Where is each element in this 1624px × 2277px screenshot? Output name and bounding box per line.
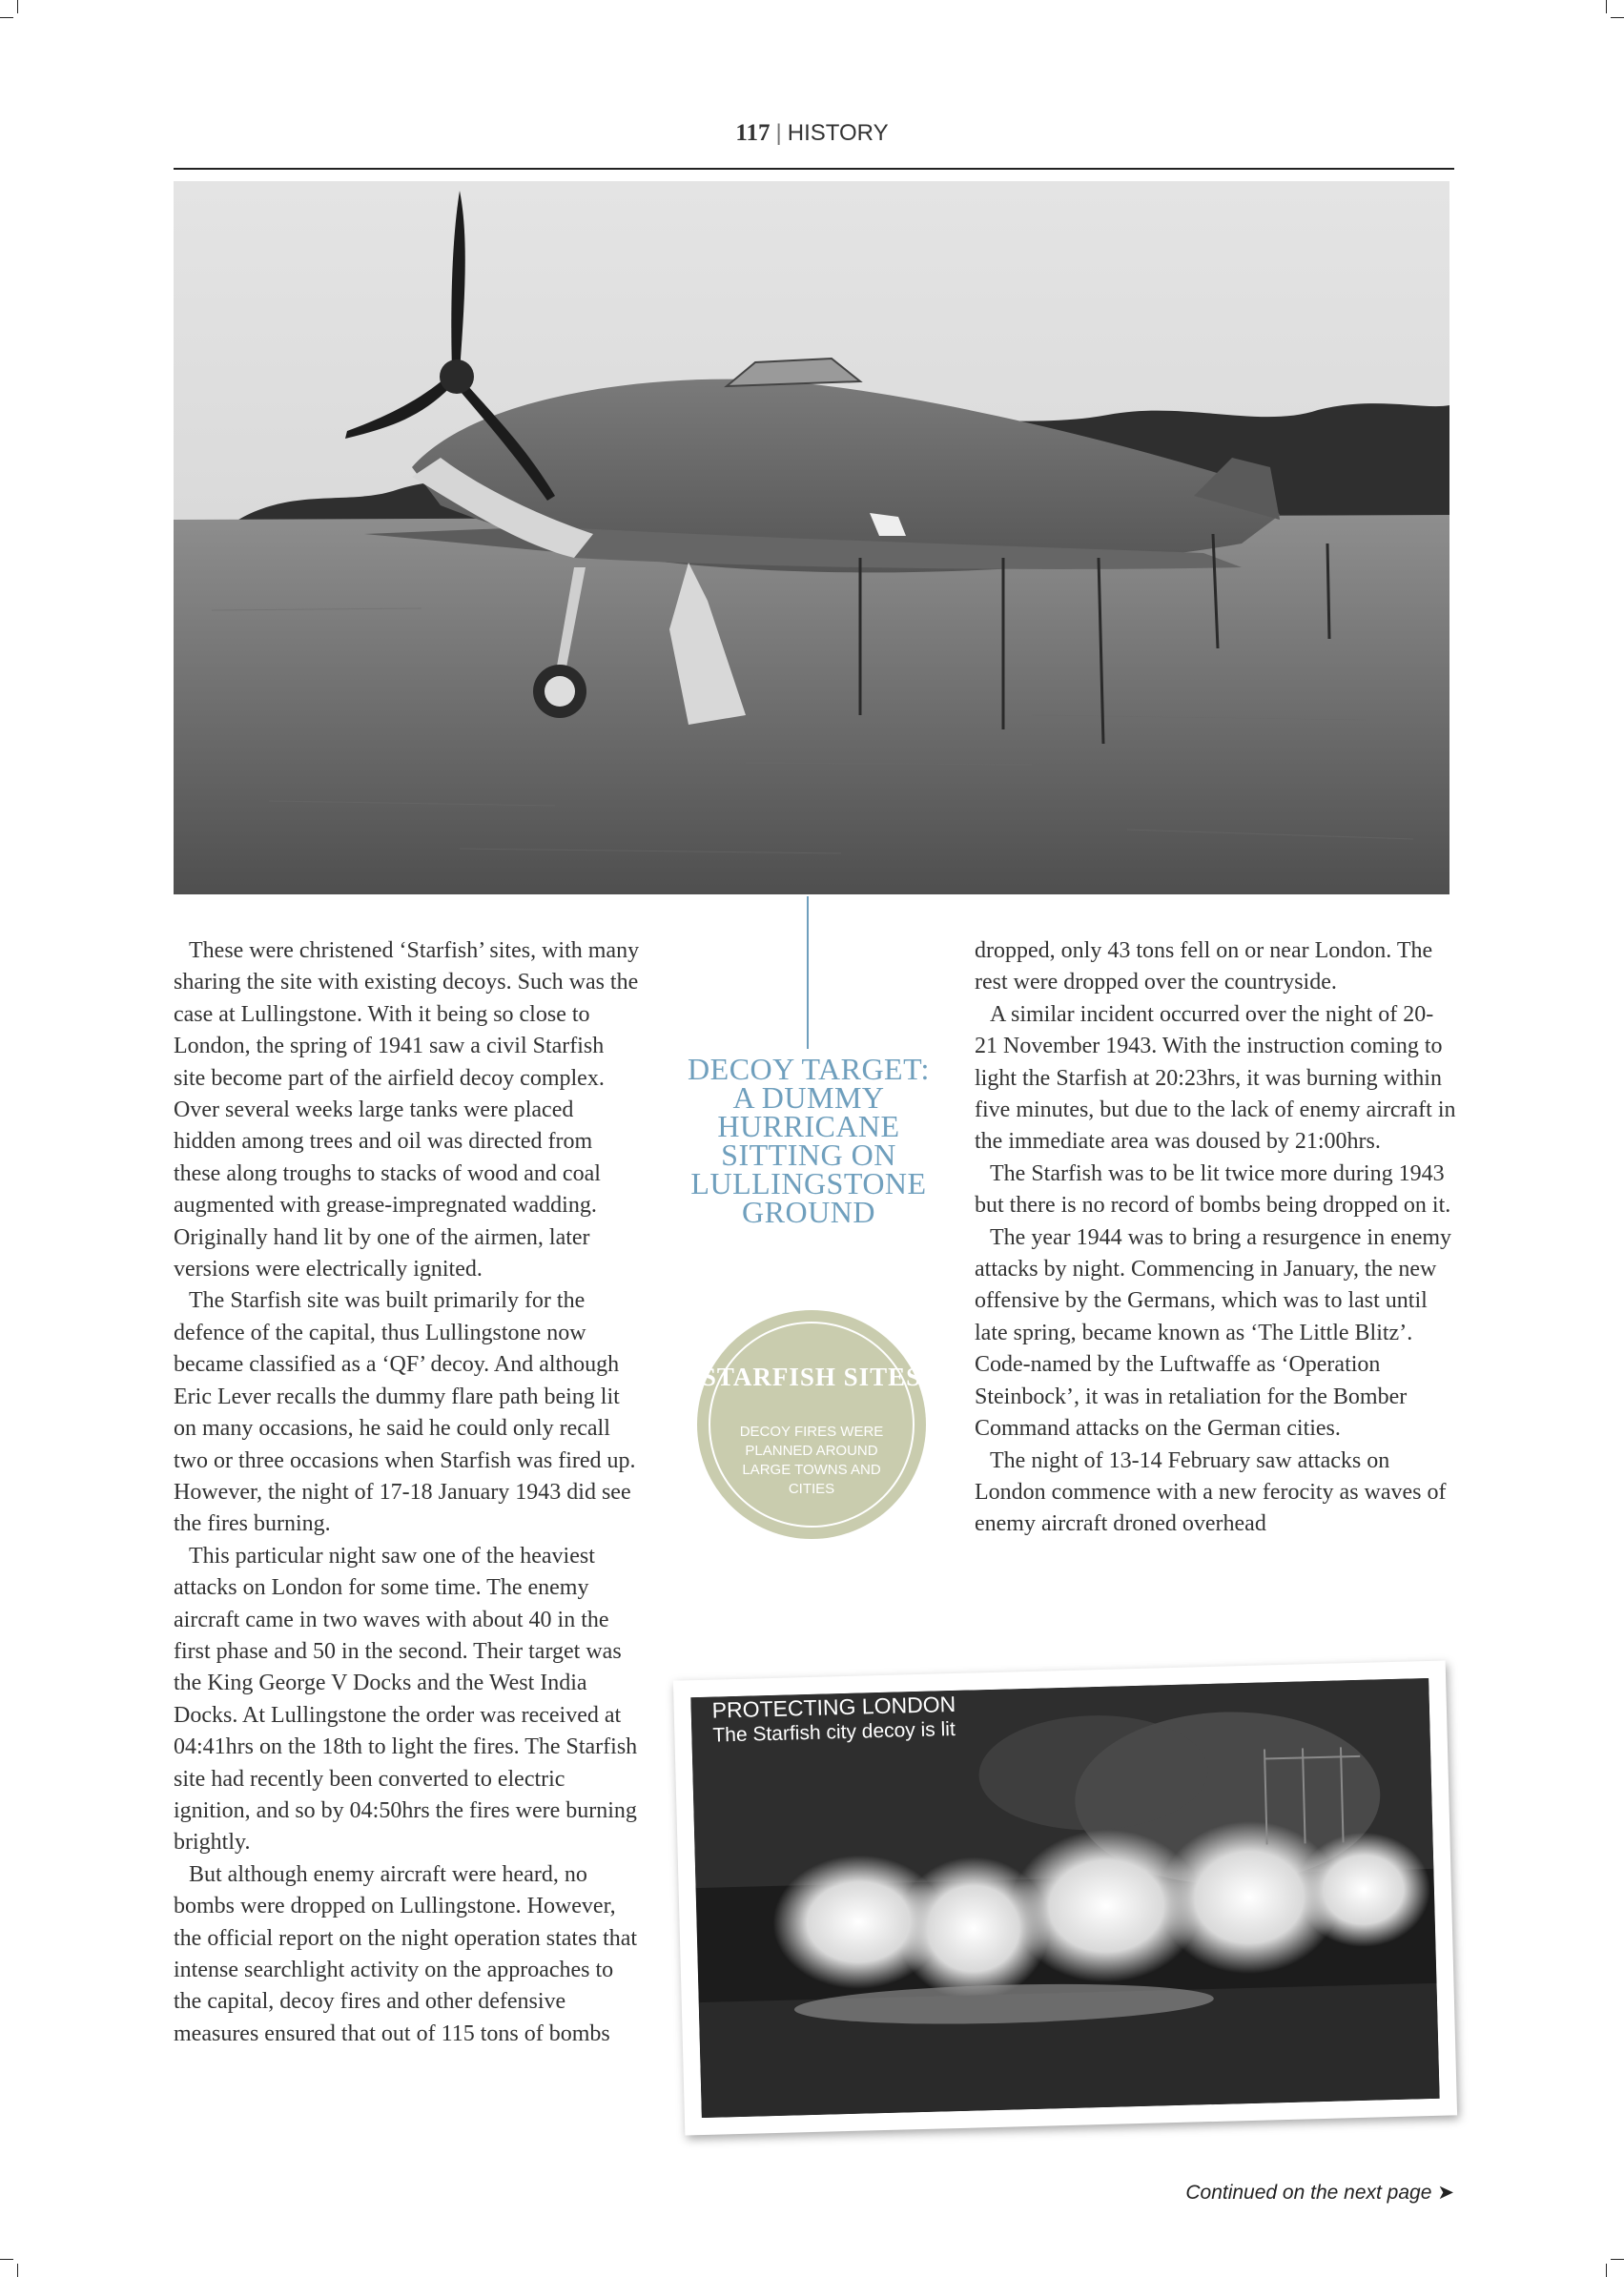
crop-mark [17,0,18,13]
crop-mark [0,17,13,18]
fire-photo [673,1660,1457,2135]
caption-text: The Starfish city decoy is lit [712,1717,956,1747]
pull-quote-rule [807,896,809,1049]
crop-mark [1606,0,1607,13]
crop-mark [0,2259,13,2260]
paragraph: The night of 13-14 February saw attacks on London commence with a new ferocity as waves of enemy aircraft droned overhead [975,1447,1447,1537]
info-badge [697,1310,926,1539]
header-rule [174,168,1454,170]
paragraph: But although enemy aircraft were heard, no bombs were dropped on Lullingstone. However, the official report on the night operation states that intense searchlight activity on the approaches to the capital, decoy fires and other defensive measures ensured that out of 115 tons of bombs [174,1861,638,2046]
crop-mark [1611,17,1624,18]
photo-caption [711,1691,956,1749]
page-header [0,120,1624,147]
article-column-3 [975,935,1456,1541]
paragraph: The Starfish was to be lit twice more during 1943 but there is no record of bombs being dropped on it. [975,1160,1451,1219]
arrow-right-icon: ➤ [1437,2182,1454,2204]
pull-quote: DECOY TARGET: A DUMMY HURRICANE SITTING ON LULLINGSTONE GROUND [688,1052,930,1229]
crop-mark [1611,2259,1624,2260]
caption-title: PROTECTING LONDON [711,1691,956,1723]
continued-text: Continued on the next page [1185,2182,1432,2204]
paragraph: A similar incident occurred over the night of 20-21 November 1943. With the instruction coming to light the Starfish at 20:23hrs, it was burning within five minutes, but due to the lack of enemy aircraft in the immediate area was doused by 21:00hrs. [975,1001,1456,1155]
crop-mark [17,2264,18,2277]
header-separator: | [775,120,782,146]
paragraph: The Starfish site was built primarily for the defence of the capital, thus Lullingstone now became classified as a ‘QF’ decoy. And although Eric Lever recalls the dummy flare path being lit on many occasions, he said he could only recall two or three occasions when Starfish was fired up. However, the night of 17-18 January 1943 did see the fires burning. [174,1288,636,1537]
badge-text: DECOY FIRES WERE PLANNED AROUND LARGE TOWNS AND CITIES [739,1424,884,1497]
page-number: 117 [735,120,771,146]
paragraph: The year 1944 was to bring a resurgence in enemy attacks by night. Commencing in January, the new offensive by the Germans, which was to last until late spring, became known as ‘The Little Blitz’. Code-named by the Luftwaffe as ‘Operation Steinbock’, it was in retaliation for the Bomber Command attacks on the German cities. [975,1224,1452,1442]
section-title: HISTORY [787,120,889,146]
badge-title: STARFISH SITES [701,1363,922,1391]
crop-mark [1606,2264,1607,2277]
paragraph: dropped, only 43 tons fell on or near London. The rest were dropped over the countryside. [975,938,1433,995]
main-photo [174,181,1449,894]
paragraph: These were christened ‘Starfish’ sites, with many sharing the site with existing decoys. Such was the case at Lullingstone. With it being so close to London, the spring of 1941 saw a civil Starfish site become part of the airfield decoy complex. Over several weeks large tanks were placed hidden among trees and oil was directed from these along troughs to stacks of wood and coal augmented with grease-impregnated wadding. Originally hand lit by one of the airmen, later versions were electrically ignited. [174,938,640,1282]
paragraph: This particular night saw one of the heaviest attacks on London for some time. The enemy aircraft came in two waves with about 40 in the first phase and 50 in the second. Their target was the King George V Docks and the West India Docks. At Lullingstone the order was received at 04:41hrs on the 18th to light the fires. The Starfish site had recently been converted to electric ignition, and so by 04:50hrs the fires were burning brightly. [174,1543,638,1856]
article-column-1 [174,935,641,2050]
continued-link[interactable] [1078,2181,1454,2205]
